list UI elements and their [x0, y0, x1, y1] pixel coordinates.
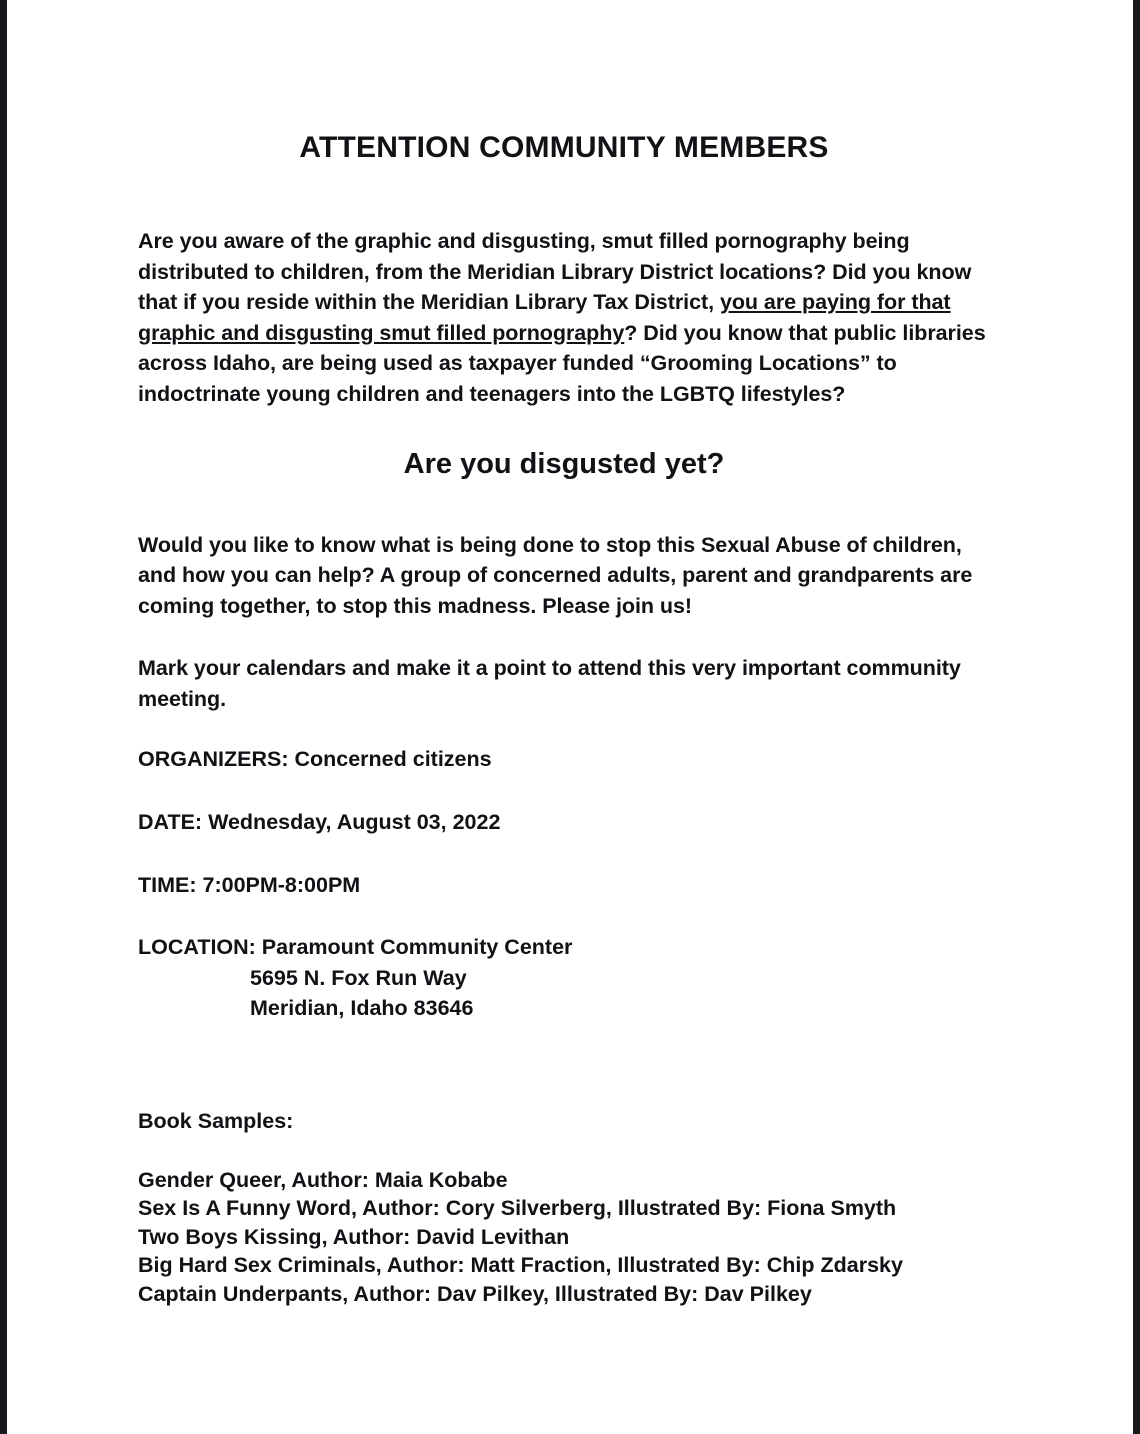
- document-body: [138, 0, 990, 1308]
- detail-date: DATE: Wednesday, August 03, 2022: [138, 809, 501, 834]
- intro-underlined-phrase: you are paying for that graphic and disgusting smut filled pornography: [138, 290, 951, 345]
- detail-address-line-1: 5695 N. Fox Run Way: [250, 965, 467, 990]
- list-item: Captain Underpants, Author: Dav Pilkey, Illustrated By: Dav Pilkey: [138, 1281, 812, 1306]
- detail-location: LOCATION: Paramount Community Center: [138, 935, 573, 960]
- list-item: Big Hard Sex Criminals, Author: Matt Fraction, Illustrated By: Chip Zdarsky: [138, 1253, 903, 1278]
- page-left-edge-band: [0, 0, 7, 1434]
- event-details: [138, 744, 990, 1023]
- help-paragraph: Would you like to know what is being done to stop this Sexual Abuse of children, and how you can help? A group of concerned adults, parent and grandparents are coming together, to stop this madness. Please join us!: [138, 532, 973, 618]
- paper-sheet: [7, 0, 1133, 1434]
- intro-text-before-underline: Are you aware of the graphic and disgusting, smut filled pornography being distributed to children, from the Meridian Library District locations? Did you know that if you reside within the Meridian Library Tax District,: [138, 229, 972, 315]
- detail-address-line-2: Meridian, Idaho 83646: [250, 996, 474, 1021]
- intro-paragraph: [138, 226, 990, 409]
- page-title: ATTENTION COMMUNITY MEMBERS: [299, 131, 829, 164]
- list-item: Sex Is A Funny Word, Author: Cory Silverberg, Illustrated By: Fiona Smyth: [138, 1196, 897, 1221]
- calendar-paragraph: Mark your calendars and make it a point to attend this very important community meeting.: [138, 656, 961, 711]
- list-item: Gender Queer, Author: Maia Kobabe: [138, 1168, 508, 1193]
- book-samples-list: [138, 1136, 990, 1308]
- intro-text-after-underline: ? Did you know that public libraries across Idaho, are being used as taxpayer funded “Grooming Locations” to indoctrinate young children and teenagers into the LGBTQ lifestyles?: [138, 320, 986, 406]
- detail-time: TIME: 7:00PM-8:00PM: [138, 872, 361, 897]
- page-right-edge-band: [1133, 0, 1140, 1434]
- book-samples-heading: Book Samples:: [138, 1108, 294, 1133]
- detail-location-block: [138, 932, 990, 1024]
- detail-organizers: ORGANIZERS: Concerned citizens: [138, 747, 492, 772]
- list-item: Two Boys Kissing, Author: David Levithan: [138, 1224, 570, 1249]
- callout-heading: Are you disgusted yet?: [403, 448, 725, 481]
